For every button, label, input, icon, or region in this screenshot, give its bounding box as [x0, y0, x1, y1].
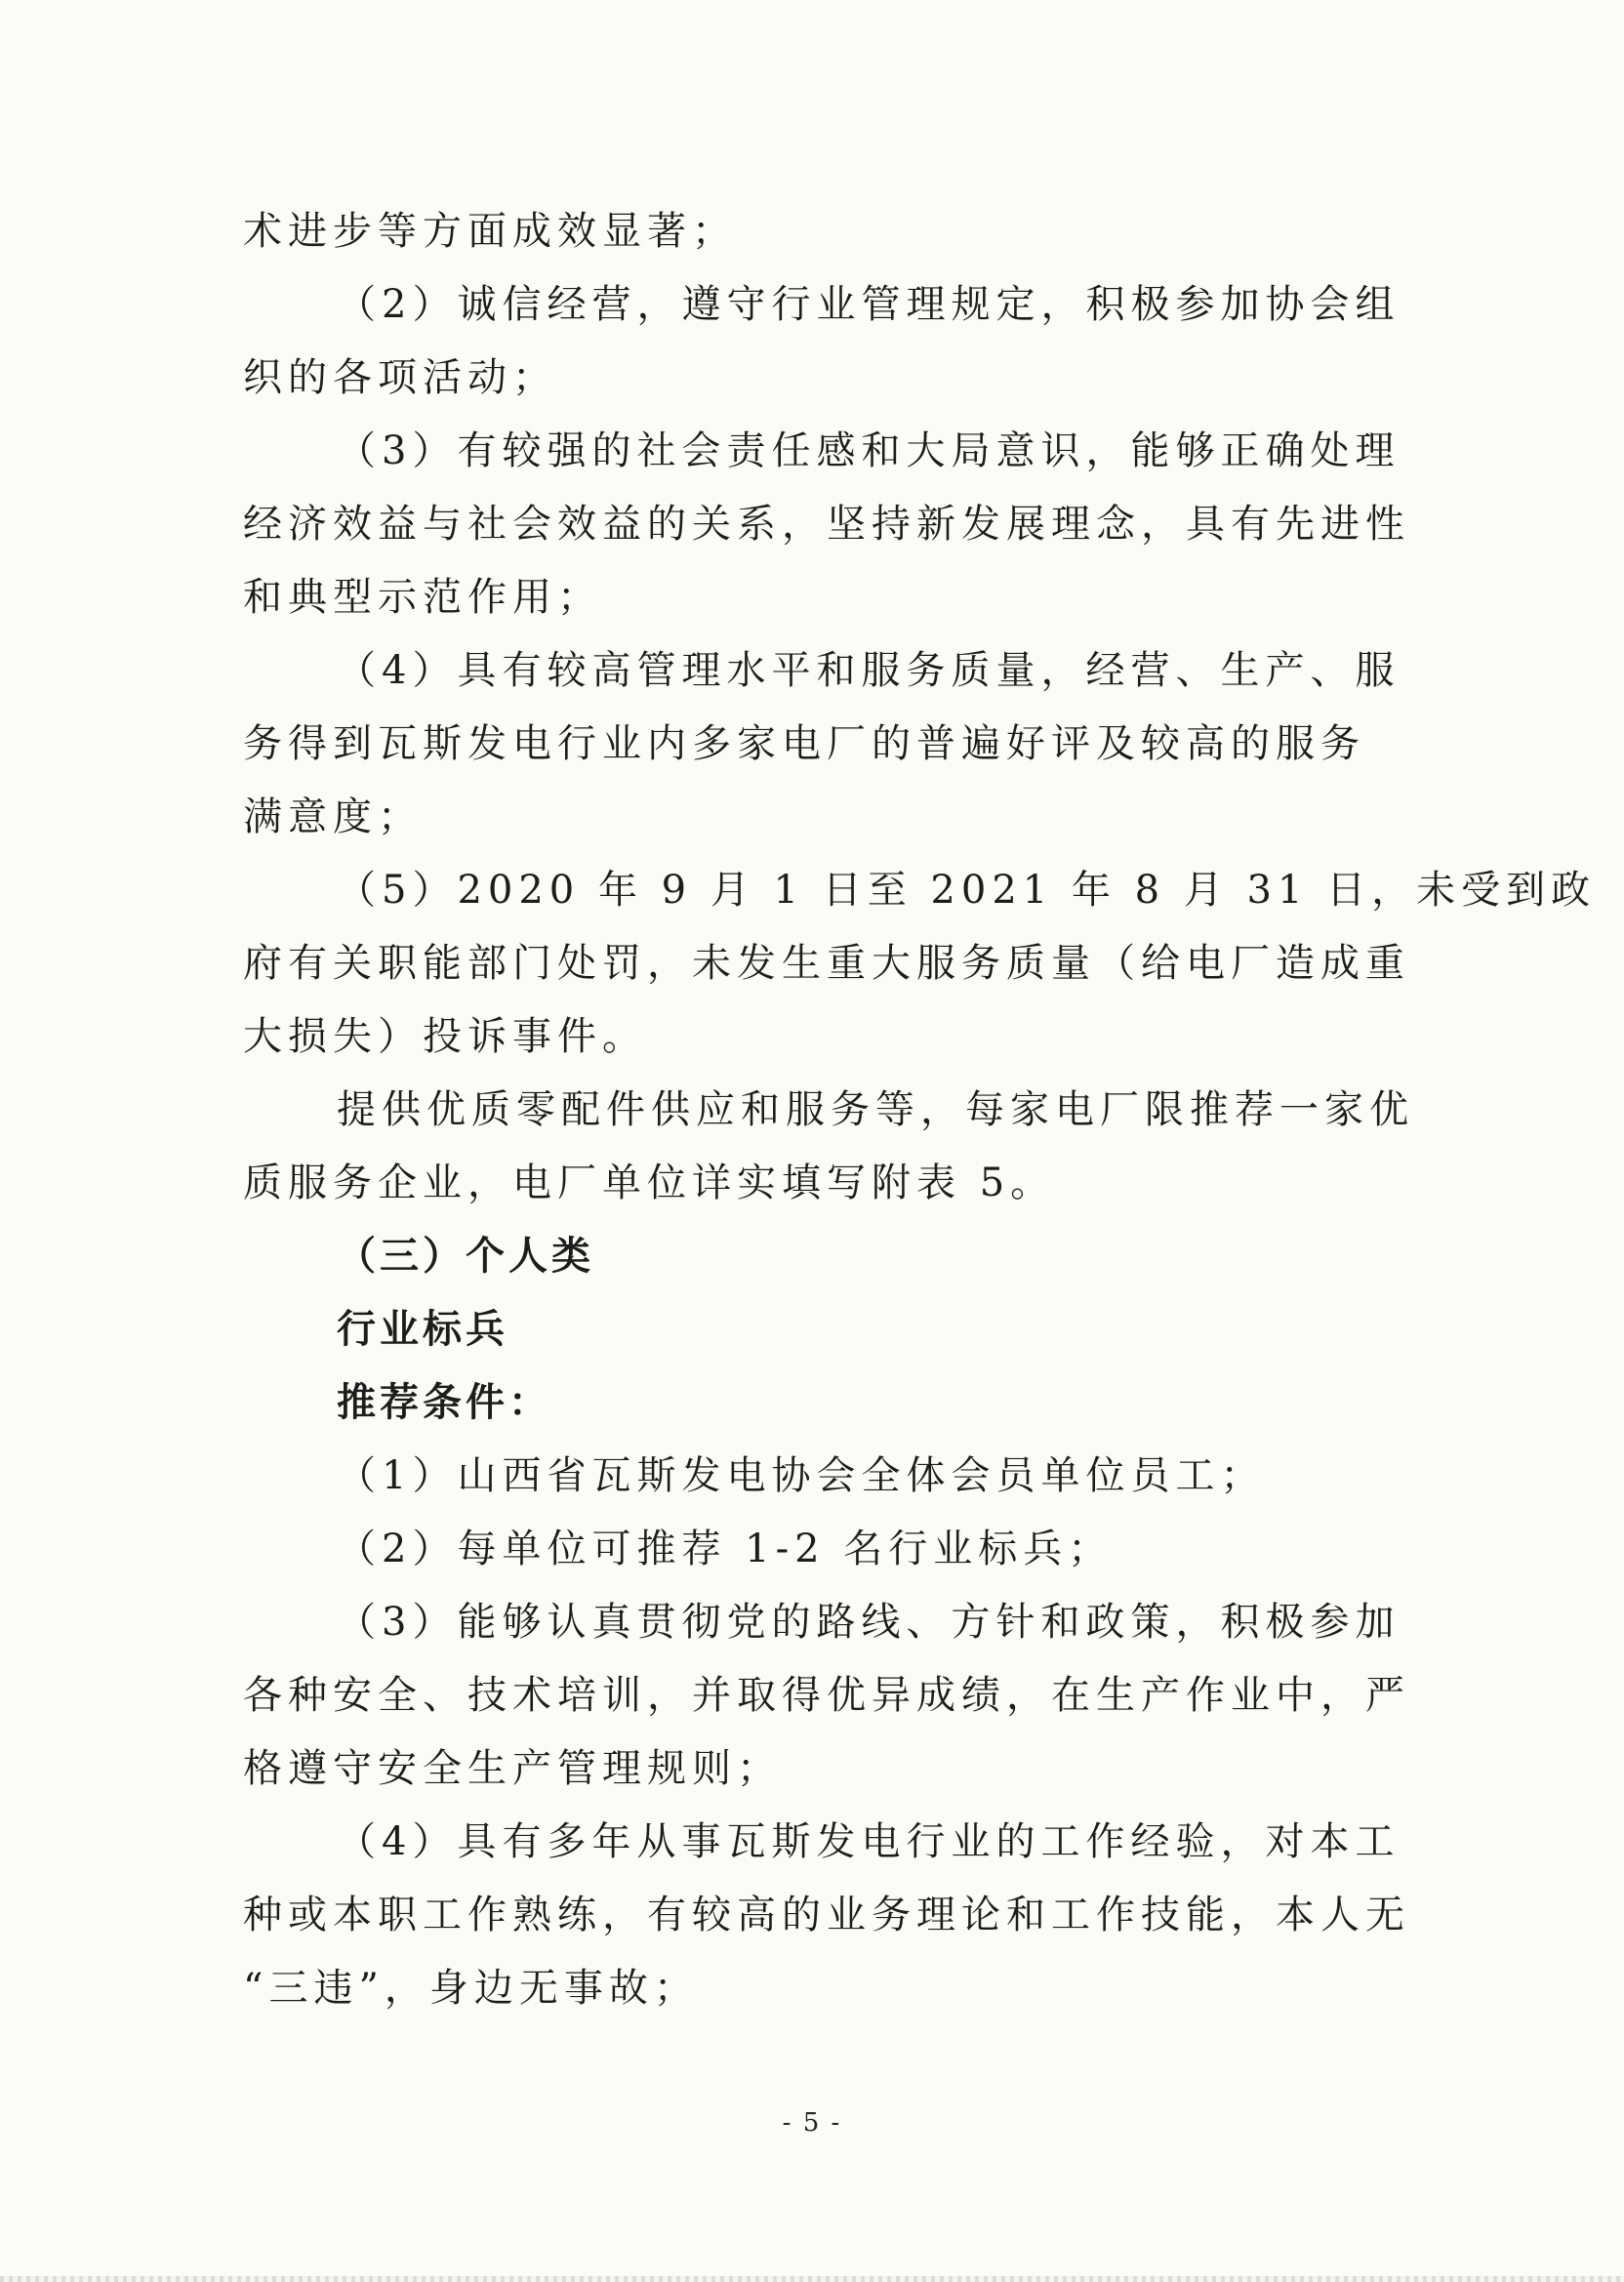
text-line-23: （4）具有多年从事瓦斯发电行业的工作经验，对本工 — [337, 1819, 1401, 1864]
text-line-11: 府有关职能部门处罚，未发生重大服务质量（给电厂造成重 — [243, 941, 1410, 986]
section-heading-individual: （三）个人类 — [337, 1234, 594, 1279]
text-line-3: 织的各项活动； — [243, 355, 557, 400]
text-line-20: （3）能够认真贯彻党的路线、方针和政策，积极参加 — [337, 1600, 1401, 1645]
text-line-5: 经济效益与社会效益的关系，坚持新发展理念，具有先进性 — [243, 502, 1410, 547]
text-line-1: 术进步等方面成效显著； — [243, 209, 737, 254]
text-line-24: 种或本职工作熟练，有较高的业务理论和工作技能，本人无 — [243, 1893, 1410, 1937]
document-body — [243, 195, 1597, 2025]
text-line-21: 各种安全、技术培训，并取得优异成绩，在生产作业中，严 — [243, 1673, 1410, 1718]
text-line-25: “三违”，身边无事故； — [243, 1966, 699, 2011]
text-line-2: （2）诚信经营，遵守行业管理规定，积极参加协会组 — [337, 282, 1401, 327]
scan-edge-border — [0, 2276, 1624, 2282]
text-line-8: 务得到瓦斯发电行业内多家电厂的普遍好评及较高的服务 — [243, 721, 1365, 766]
subheading-industry-model: 行业标兵 — [337, 1307, 508, 1352]
text-line-14: 质服务企业，电厂单位详实填写附表 5。 — [243, 1161, 1056, 1205]
text-line-6: 和典型示范作用； — [243, 575, 602, 620]
text-line-22: 格遵守安全生产管理规则； — [243, 1746, 782, 1791]
subheading-criteria: 推荐条件： — [337, 1380, 551, 1425]
text-line-18: （1）山西省瓦斯发电协会全体会员单位员工； — [337, 1453, 1266, 1498]
text-line-7: （4）具有较高管理水平和服务质量，经营、生产、服 — [337, 648, 1401, 693]
text-line-10: （5）2020 年 9 月 1 日至 2021 年 8 月 31 日，未受到政 — [337, 868, 1597, 913]
text-line-12: 大损失）投诉事件。 — [243, 1014, 647, 1059]
text-line-9: 满意度； — [243, 795, 423, 839]
text-line-4: （3）有较强的社会责任感和大局意识，能够正确处理 — [337, 428, 1401, 473]
text-line-19: （2）每单位可推荐 1-2 名行业标兵； — [337, 1527, 1114, 1571]
text-line-13: 提供优质零配件供应和服务等，每家电厂限推荐一家优 — [337, 1087, 1414, 1132]
page-number: - 5 - — [782, 2108, 842, 2138]
